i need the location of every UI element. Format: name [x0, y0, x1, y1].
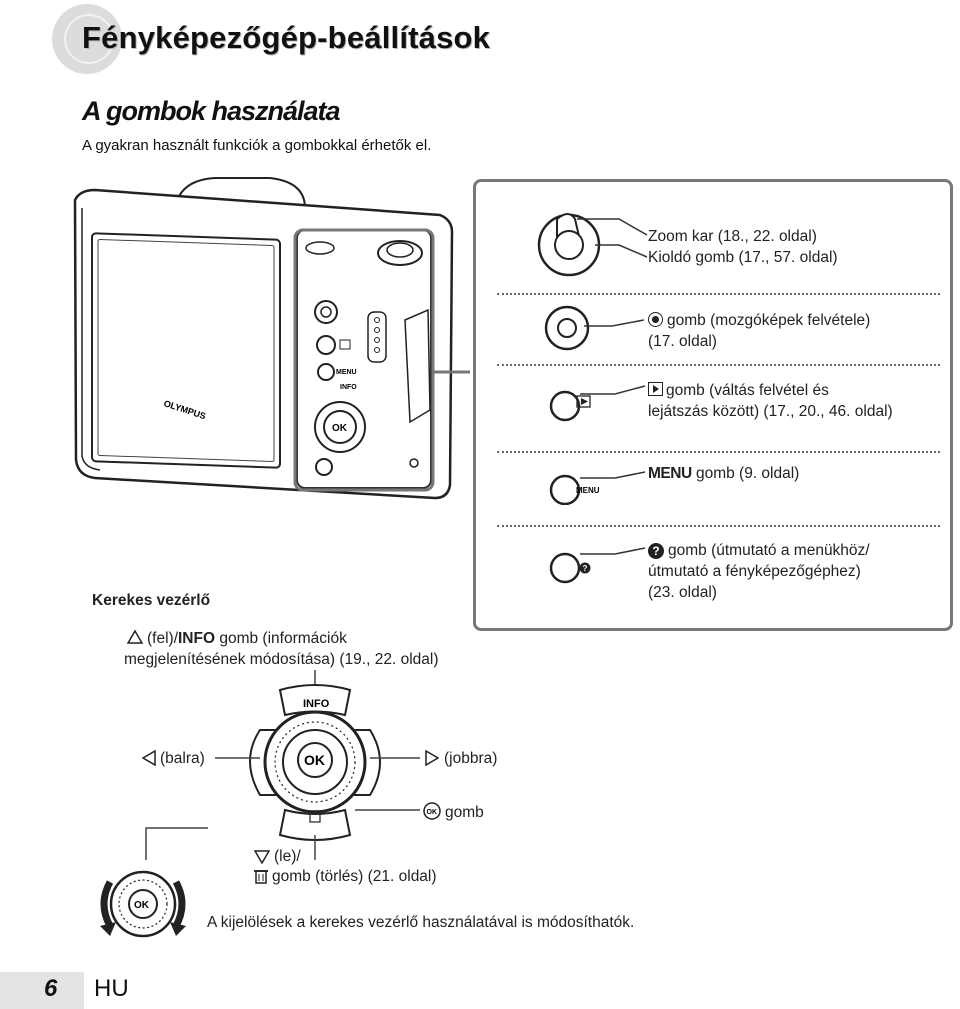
section-title: A gombok használata	[82, 96, 340, 126]
svg-text:MENU: MENU	[336, 369, 357, 376]
svg-text:?: ?	[582, 564, 588, 573]
callout-shutter: Kioldó gomb (17., 57. oldal)	[648, 249, 838, 266]
camera-movie-button	[315, 301, 337, 323]
callout-help-3: (23. oldal)	[648, 584, 717, 601]
rotate-dial-illustration	[88, 822, 208, 942]
separator	[497, 451, 940, 453]
triangle-left-icon	[142, 750, 156, 766]
separator	[497, 293, 940, 295]
movie-button-thumbnail	[542, 300, 652, 355]
page-number-tab	[0, 972, 84, 1009]
dial-heading: Kerekes vezérlő	[92, 592, 211, 609]
dial-ok-label: gomb	[445, 804, 484, 821]
svg-text:MENU: MENU	[576, 486, 600, 495]
dial-left-label: (balra)	[160, 750, 205, 767]
playback-icon	[648, 382, 663, 396]
page-number: 6	[44, 975, 58, 1002]
svg-text:INFO: INFO	[340, 384, 357, 391]
help-button-thumbnail	[545, 540, 655, 590]
callout-help-2: útmutató a fényképezőgéphez)	[648, 563, 861, 580]
callout-play: gomb (váltás felvétel és	[648, 380, 829, 401]
menu-button-thumbnail	[545, 460, 655, 505]
rotate-dial-text: A kijelölések a kerekes vezérlő használatával is módosíthatók.	[207, 914, 635, 931]
camera-play-button	[317, 336, 335, 354]
callout-movie: gomb (mozgóképek felvétele)	[648, 310, 870, 331]
svg-text:OK: OK	[304, 752, 325, 768]
dial-right-label: (jobbra)	[444, 750, 498, 767]
triangle-down-icon	[254, 850, 270, 864]
triangle-right-icon	[425, 750, 439, 766]
triangle-up-icon	[127, 630, 143, 644]
svg-text:OK: OK	[134, 900, 149, 911]
svg-text:OK: OK	[332, 423, 347, 434]
separator	[497, 525, 940, 527]
camera-illustration	[0, 160, 470, 510]
callout-help: ? gomb (útmutató a menükhöz/	[648, 540, 870, 561]
camera-brand: OLYMPUS	[162, 398, 208, 422]
play-button-thumbnail	[545, 376, 655, 426]
ok-icon	[423, 802, 441, 820]
camera-help-button	[316, 459, 332, 475]
page-language: HU	[94, 975, 129, 1002]
svg-text:INFO: INFO	[303, 698, 330, 710]
dial-down-label: (le)/	[274, 848, 301, 865]
callout-menu: MENU gomb (9. oldal)	[648, 465, 800, 482]
trash-icon	[254, 868, 268, 884]
callout-play-page: lejátszás között) (17., 20., 46. oldal)	[648, 403, 893, 420]
dial-up-label: (fel)/INFO gomb (információk	[147, 630, 347, 647]
question-icon: ?	[648, 543, 664, 559]
camera-menu-button	[318, 364, 334, 380]
svg-text:OK: OK	[426, 809, 437, 816]
callout-zoom: Zoom kar (18., 22. oldal)	[648, 228, 817, 245]
callout-movie-page: (17. oldal)	[648, 333, 717, 350]
page-title: Fényképezőgép-beállítások	[82, 20, 491, 55]
dial-down-label-2: gomb (törlés) (21. oldal)	[272, 868, 437, 885]
shutter-thumbnail	[535, 205, 650, 285]
record-circle-icon	[648, 312, 663, 327]
separator	[497, 364, 940, 366]
dial-up-label-2: megjelenítésének módosítása) (19., 22. oldal)	[124, 651, 439, 668]
intro-text: A gyakran használt funkciók a gombokkal érhetők el.	[82, 137, 432, 154]
